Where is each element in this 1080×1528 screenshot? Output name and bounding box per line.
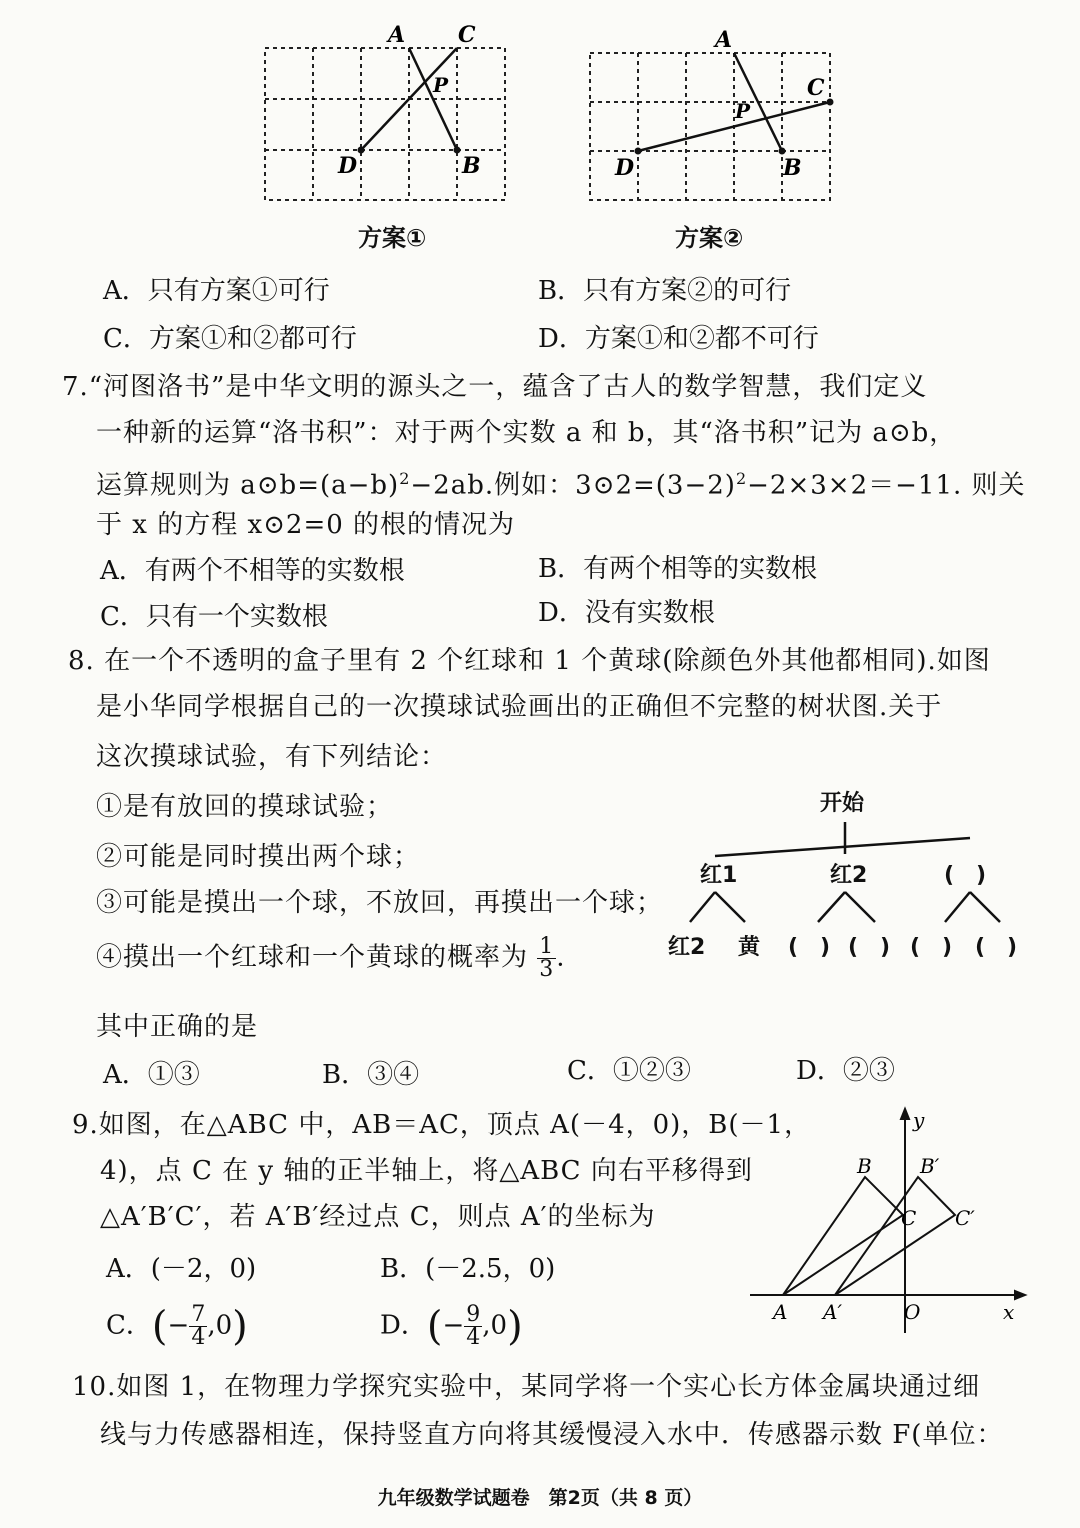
tree-level2-red2: 红2 — [668, 935, 706, 960]
q7-line3-post: −2×3×2＝−11. 则关 — [747, 470, 1026, 501]
q7-sup-2: 2 — [735, 469, 748, 488]
q6-option-c[interactable]: C．方案①和②都可行 — [103, 324, 357, 354]
q8-conclusion-4 — [96, 936, 566, 981]
q9-d-rparen: ) — [507, 1303, 523, 1350]
q9-c-minus: − — [167, 1310, 190, 1341]
diagram2-label-c: C — [807, 75, 825, 101]
q8-c4-den: 3 — [539, 957, 555, 982]
q9-c-zero: ,0 — [207, 1310, 233, 1341]
q9-c-den: 4 — [191, 1325, 206, 1350]
q9-option-d[interactable] — [380, 1304, 523, 1349]
q8-option-b[interactable]: B．③④ — [322, 1060, 420, 1090]
q8-c4-end: . — [556, 942, 566, 973]
q9-fig-label-b: B — [857, 1154, 872, 1178]
q7-line-4: 于 x 的方程 x⊙2=0 的根的情况为 — [96, 510, 516, 540]
q9-d-den: 4 — [466, 1325, 481, 1350]
q10-line-2: 线与力传感器相连，保持竖直方向将其缓慢浸入水中．传感器示数 F(单位： — [100, 1420, 1004, 1450]
diagram2-caption: 方案② — [675, 224, 744, 252]
q9-option-c-label: C． — [106, 1310, 152, 1341]
q9-d-num: 9 — [466, 1302, 481, 1327]
diagram1-label-p: P — [433, 73, 449, 97]
q10-line-1: 10.如图 1，在物理力学探究实验中，某同学将一个实心长方体金属块通过细 — [72, 1372, 981, 1402]
q7-line-2: 一种新的运算“洛书积”：对于两个实数 a 和 b，其“洛书积”记为 a⊙b， — [96, 418, 957, 448]
diagram1-label-c: C — [458, 22, 476, 48]
tree-level2-yellow: 黄 — [738, 935, 761, 960]
q9-line-3: △A′B′C′，若 A′B′经过点 C，则点 A′的坐标为 — [100, 1202, 656, 1232]
q9-fig-label-a2: A′ — [823, 1300, 842, 1324]
tree-level2-blank-1: ( ) — [788, 935, 831, 960]
q9-fig-label-o: O — [904, 1300, 921, 1324]
tree-level1-red1: 红1 — [700, 863, 738, 888]
q8-conclusion-2: ②可能是同时摸出两个球； — [96, 842, 421, 872]
q9-d-zero: ,0 — [482, 1310, 508, 1341]
q9-fig-label-b2: B′ — [920, 1154, 940, 1178]
tree-level1-red2: 红2 — [830, 863, 868, 888]
q9-d-lparen: ( — [426, 1303, 443, 1350]
q9-option-c[interactable] — [106, 1304, 248, 1349]
q8-conclusion-3: ③可能是摸出一个球，不放回，再摸出一个球； — [96, 888, 664, 918]
tree-level1-blank: ( ) — [944, 863, 987, 888]
q8-option-d[interactable]: D．②③ — [796, 1056, 895, 1086]
diagram1-label-b: B — [462, 153, 481, 179]
q7-sup-1: 2 — [399, 469, 411, 488]
tree-root: 开始 — [820, 791, 865, 816]
q9-c-rparen: ) — [232, 1303, 248, 1350]
q7-option-a[interactable]: A．有两个不相等的实数根 — [100, 556, 405, 586]
q9-fig-label-x: x — [1003, 1300, 1015, 1324]
diagram2-label-b: B — [783, 155, 802, 181]
q7-line3-mid: −2ab.例如：3⊙2=(3−2) — [410, 470, 736, 501]
q7-line3-pre: 运算规则为 a⊙b=(a−b) — [96, 470, 400, 501]
page-footer: 九年级数学试题卷 第2页（共 8 页） — [377, 1487, 703, 1509]
q7-option-c[interactable]: C．只有一个实数根 — [100, 602, 328, 632]
q8-option-c[interactable]: C．①②③ — [567, 1056, 691, 1086]
q9-line-2: 4)，点 C 在 y 轴的正半轴上，将△ABC 向右平移得到 — [100, 1156, 753, 1186]
tree-level2-blank-3: ( ) — [910, 935, 953, 960]
q6-option-d[interactable]: D．方案①和②都不可行 — [538, 324, 819, 354]
diagram1-label-a: A — [388, 22, 406, 48]
q8-c4-num: 1 — [539, 934, 555, 959]
tree-level2-blank-2: ( ) — [848, 935, 891, 960]
q7-line-3 — [96, 462, 1026, 503]
diagram2-label-d: D — [615, 155, 635, 181]
q8-line-1: 8. 在一个不透明的盒子里有 2 个红球和 1 个黄球(除颜色外其他都相同).如图 — [68, 646, 991, 676]
diagram1-label-d: D — [338, 153, 358, 179]
q9-c-num: 7 — [191, 1302, 206, 1327]
q7-option-d[interactable]: D．没有实数根 — [538, 598, 715, 628]
q8-question: 其中正确的是 — [96, 1012, 259, 1042]
diagram-scheme-1 — [250, 20, 520, 220]
diagram1-caption: 方案① — [358, 224, 427, 252]
q8-c4-text: ④摸出一个红球和一个黄球的概率为 — [96, 942, 529, 973]
q9-d-minus: − — [442, 1310, 465, 1341]
tree-level2-blank-4: ( ) — [975, 935, 1018, 960]
q9-fig-label-a: A — [773, 1300, 788, 1324]
q9-coordinate-figure — [745, 1105, 1030, 1340]
q9-c-lparen: ( — [151, 1303, 168, 1350]
q7-option-b[interactable]: B．有两个相等的实数根 — [538, 554, 818, 584]
diagram2-label-p: P — [735, 99, 751, 123]
diagram-scheme-2 — [575, 20, 845, 220]
q8-option-a[interactable]: A．①③ — [103, 1060, 200, 1090]
q8-conclusion-1: ①是有放回的摸球试验； — [96, 792, 394, 822]
q9-option-b[interactable]: B．(－2.5，0) — [380, 1254, 556, 1284]
diagram2-label-a: A — [715, 27, 733, 53]
q7-line-1: 7.“河图洛书”是中华文明的源头之一，蕴含了古人的数学智慧，我们定义 — [62, 372, 928, 402]
q8-c4-fraction — [537, 936, 556, 981]
q9-fig-label-c: C — [901, 1206, 917, 1230]
q9-fig-label-y: y — [913, 1108, 925, 1132]
q9-fig-label-c2: C′ — [955, 1206, 975, 1230]
q8-line-2: 是小华同学根据自己的一次摸球试验画出的正确但不完整的树状图.关于 — [96, 692, 943, 722]
q9-c-fraction — [189, 1304, 207, 1349]
q9-option-d-label: D． — [380, 1310, 427, 1341]
q9-line-1: 9.如图，在△ABC 中，AB＝AC，顶点 A(－4，0)，B(－1， — [72, 1110, 812, 1140]
q9-d-fraction — [464, 1304, 482, 1349]
q6-option-b[interactable]: B．只有方案②的可行 — [538, 276, 792, 306]
q8-line-3: 这次摸球试验，有下列结论： — [96, 742, 448, 772]
q6-option-a[interactable]: A．只有方案①可行 — [103, 276, 330, 306]
q9-option-a[interactable]: A．(－2，0) — [106, 1254, 257, 1284]
